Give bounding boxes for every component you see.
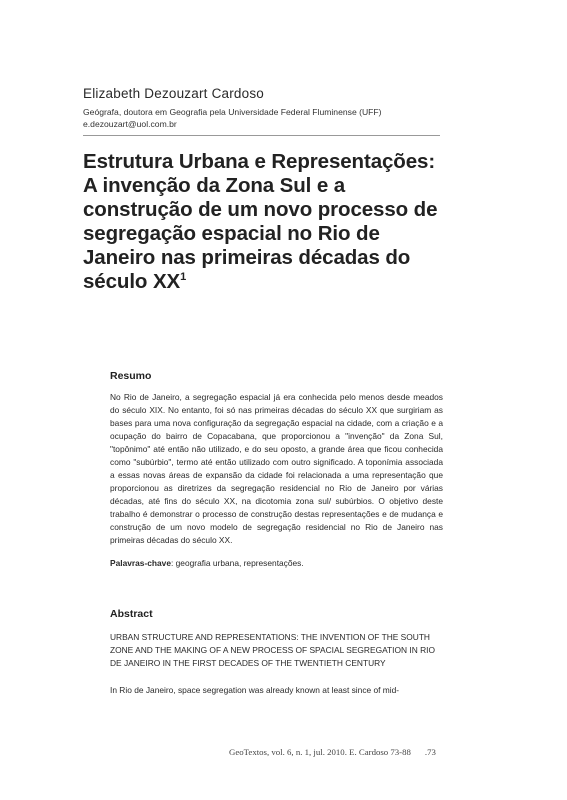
page-number: .73 <box>424 747 436 757</box>
abstract-body: In Rio de Janeiro, space segregation was already known at least since of mid- <box>110 685 400 695</box>
title-footnote-mark[interactable]: 1 <box>180 271 187 284</box>
resumo-heading: Resumo <box>110 370 152 382</box>
abstract-heading: Abstract <box>110 608 153 620</box>
author-affiliation: Geógrafa, doutora em Geografia pela Universidade Federal Fluminense (UFF) <box>83 107 382 117</box>
keywords-value: : geografia urbana, representações. <box>171 558 304 568</box>
page-footer <box>229 747 459 757</box>
keywords-label: Palavras-chave <box>110 558 171 568</box>
article-title <box>83 150 453 294</box>
journal-citation: GeoTextos, vol. 6, n. 1, jul. 2010. E. Cardoso 73-88 <box>229 747 411 757</box>
author-email[interactable]: e.dezouzart@uol.com.br <box>83 119 177 129</box>
author-affiliation-block <box>83 106 382 130</box>
article-title-text: Estrutura Urbana e Representações: A invenção da Zona Sul e a construção de um novo processo de segregação espacial no Rio de Janeiro nas primeiras décadas do século XX <box>83 150 438 293</box>
abstract-title: URBAN STRUCTURE AND REPRESENTATIONS: THE INVENTION OF THE SOUTH ZONE AND THE MAKING OF A NEW PROCESS OF SPACIAL SEGREGATION IN RIO DE JANEIRO IN THE FIRST DECADES OF THE TWENTIETH CENTURY <box>110 632 435 668</box>
keywords-line <box>110 558 443 568</box>
header-divider <box>83 135 440 136</box>
resumo-body: No Rio de Janeiro, a segregação espacial já era conhecida pelo menos desde meados do século XIX. No entanto, foi só nas primeiras décadas do século XX que surgiriam as bases para uma nova configuração da segregação espacial na cidade, com a criação e a ocupação do bairro de Copacabana, que proporcionou a "invenção" da Zona Sul, "topônimo" até então não utilizado, e do seu oposto, a grande área que ficou conhecida como "subúrbio", termo até então utilizado com outro significado. A toponímia associada a essas novas áreas de expansão da cidade foi relacionada a uma representação que proporcionou as diretrizes da segregação residencial no Rio de Janeiro por várias décadas, até fins do século XX, na dicotomia zona sul/ subúrbios. O objetivo deste trabalho é demonstrar o processo de construção destas representações e de mudança e construção de um novo modelo de segregação residencial no Rio de Janeiro nas primeiras décadas do século XX. <box>110 392 443 545</box>
author-name: Elizabeth Dezouzart Cardoso <box>83 86 264 101</box>
